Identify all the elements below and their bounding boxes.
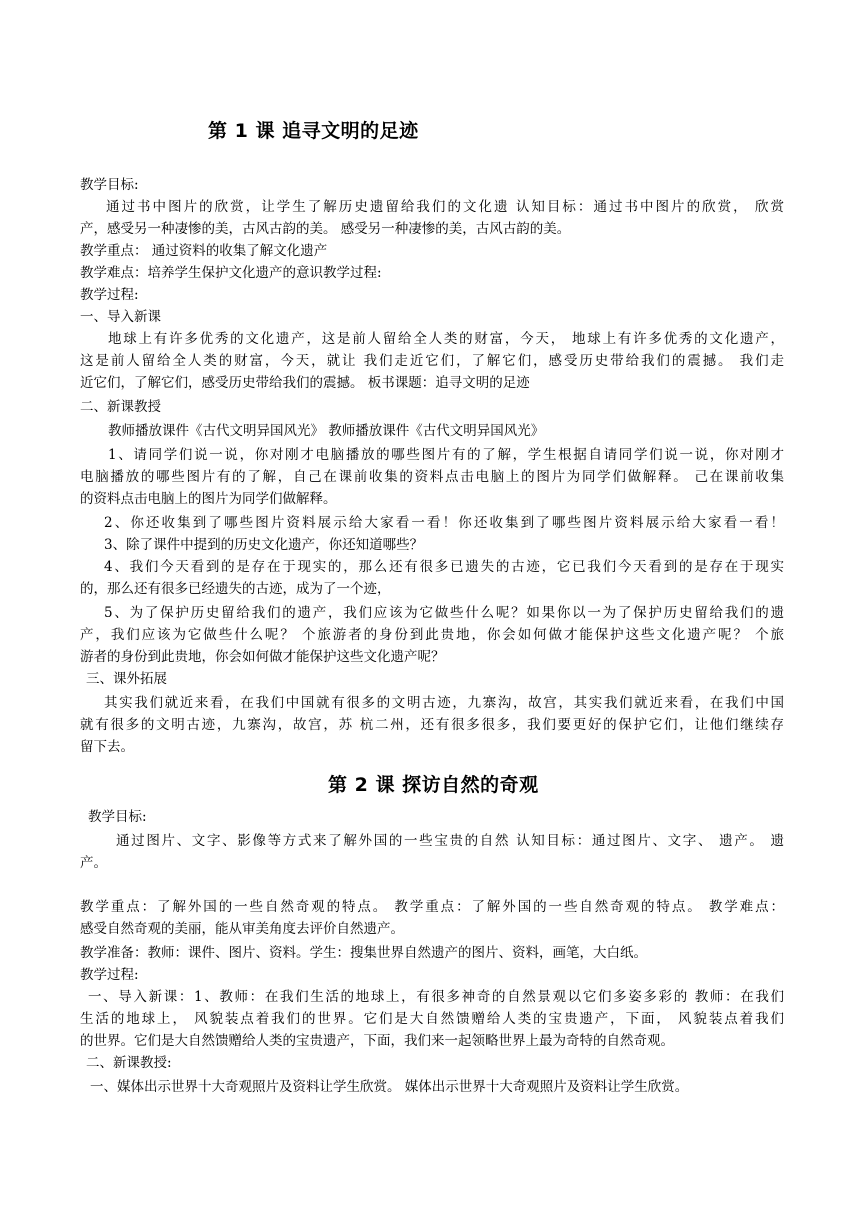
text-line: 教学过程: xyxy=(80,967,139,983)
text-line: 5、为了保护历史留给我们的遗产，我们应该为它做些什么呢？如果你以一为了保护历史留给我们的遗 xyxy=(104,605,784,621)
text-line: 留下去。 xyxy=(80,739,134,755)
text-line: 一、媒体出示世界十大奇观照片及资料让学生欣赏。 媒体出示世界十大奇观照片及资料让学生欣赏。 xyxy=(90,1079,689,1095)
text-line: 教学重点： 通过资料的收集了解文化遗产 xyxy=(80,243,328,259)
text-line: 通过书中图片的欣赏，让学生了解历史遗留给我们的文化遗 认知目标：通过书中图片的欣赏， 欣赏 xyxy=(106,199,784,215)
text-line: 1、请同学们说一说，你对刚才电脑播放的哪些图片有的了解，学生根据自请同学们说一说，你对刚才 xyxy=(108,447,784,463)
text-line: 电脑播放的哪些图片有的了解，自己在课前收集的资料点击电脑上的图片为同学们做解释。 己在课前收集 xyxy=(80,469,784,485)
section-heading: 二、新课教授: xyxy=(86,1055,172,1071)
text-line: 就有很多的文明古迹，九寨沟，故宫，苏 杭二州，还有很多很多，我们要更好的保护它们，让他们继续存 xyxy=(80,717,784,733)
text-line: 教学过程: xyxy=(80,287,139,303)
text-line: 游者的身份到此贵地，你会如何做才能保护这些文化遗产呢？ xyxy=(80,649,445,665)
text-line: 一、导入新课：1、教师：在我们生活的地球上，有很多神奇的自然景观以它们多姿多彩的 教师：在我们 xyxy=(88,989,784,1005)
section-heading: 一、导入新课 xyxy=(80,309,161,325)
text-line: 教学目标: xyxy=(80,177,139,193)
text-line: 教学重点：了解外国的一些自然奇观的特点。 教学重点：了解外国的一些自然奇观的特点。 教学难点： xyxy=(80,899,784,915)
text-line: 产，感受另一种凄惨的美，古风古韵的美。 感受另一种凄惨的美，古风古韵的美。 xyxy=(80,221,571,237)
text-line: 这是前人留给全人类的财富，今天，就让 我们走近它们，了解它们，感受历史带给我们的震撼。 我们走 xyxy=(80,353,784,369)
text-line: 生活的地球上， 风貌装点着我们的世界。它们是大自然馈赠给人类的宝贵遗产，下面， 风貌装点着我们 xyxy=(80,1011,784,1027)
text-line: 教师播放课件《古代文明异国风光》 教师播放课件《古代文明异国风光》 xyxy=(108,423,545,439)
lesson-2-title: 第 2 课 探访自然的奇观 xyxy=(328,774,539,796)
text-line: 近它们，了解它们，感受历史带给我们的震撼。 板书课题：追寻文明的足迹 xyxy=(80,375,530,391)
text-line: 的世界。它们是大自然馈赠给人类的宝贵遗产，下面，我们来一起领略世界上最为奇特的自然奇观。 xyxy=(80,1033,674,1049)
text-line: 地球上有许多优秀的文化遗产，这是前人留给全人类的财富，今天， 地球上有许多优秀的文化遗产， xyxy=(108,331,784,347)
text-line: 产。 xyxy=(80,855,107,871)
text-line: 3、除了课件中提到的历史文化遗产，你还知道哪些？ xyxy=(104,537,424,553)
text-line: 2、你还收集到了哪些图片资料展示给大家看一看！你还收集到了哪些图片资料展示给大家看一看！ xyxy=(104,515,784,531)
text-line: 4、我们今天看到的是存在于现实的，那么还有很多已遗失的古迹，它已我们今天看到的是存在于现实 xyxy=(104,559,784,575)
text-line: 感受自然奇观的美丽，能从审美角度去评价自然遗产。 xyxy=(80,921,404,937)
text-line: 教学目标: xyxy=(88,809,147,825)
text-line: 的资料点击电脑上的图片为同学们做解释。 xyxy=(80,491,337,507)
text-line: 教学准备：教师：课件、图片、资料。学生：搜集世界自然遗产的图片、资料，画笔，大白纸。 xyxy=(80,945,647,961)
text-line: 教学难点：培养学生保护文化遗产的意识教学过程: xyxy=(80,265,382,281)
lesson-1-title: 第 1 课 追寻文明的足迹 xyxy=(208,120,419,142)
text-line: 通过图片、文字、影像等方式来了解外国的一些宝贵的自然 认知目标：通过图片、文字、 遗产。 遗 xyxy=(116,833,784,849)
text-line: 的，那么还有很多已经遗失的古迹，成为了一个迹， xyxy=(80,581,391,597)
section-heading: 二、新课教授 xyxy=(80,399,161,415)
section-heading: 三、课外拓展 xyxy=(86,671,167,687)
text-line: 产，我们应该为它做些什么呢？ 个旅游者的身份到此贵地，你会如何做才能保护这些文化遗产呢？ 个旅 xyxy=(80,627,784,643)
text-line: 其实我们就近来看，在我们中国就有很多的文明古迹，九寨沟，故宫，其实我们就近来看，在我们中国 xyxy=(104,695,784,711)
